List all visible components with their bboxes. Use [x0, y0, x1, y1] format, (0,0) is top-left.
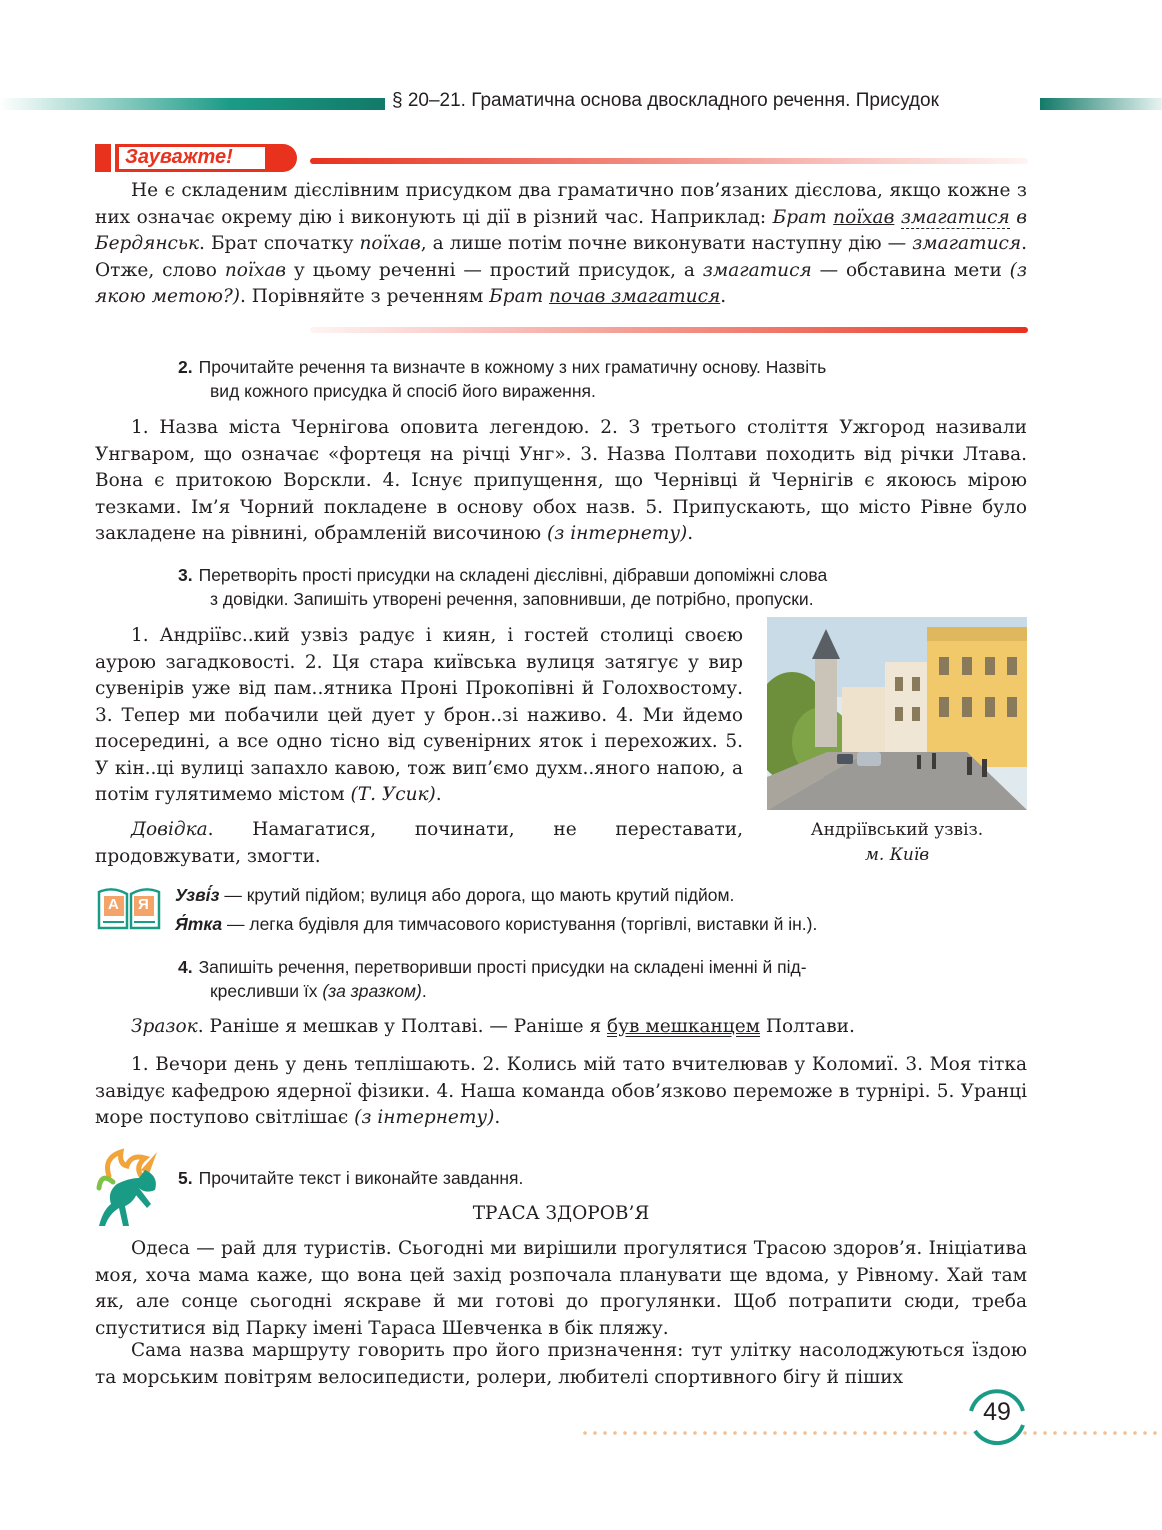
note-tag: [95, 142, 300, 174]
header-bar-left: [0, 98, 385, 110]
note-line-top: [310, 158, 1028, 164]
header-title: § 20–21. Граматична основа двоскладного речення. Присудок: [392, 90, 939, 111]
task-4-sample: Зразок. Раніше я мешкав у Полтаві. — Раніше я був мешканцем Полтави.: [131, 1016, 855, 1037]
text-paragraph-1: Одеса — рай для туристів. Сьогодні ми вирішили прогулятися Трасою здоров’я. Ініціатива моя, хоча мама каже, що вона цей захід розпочала планувати ще вдома, у Рівному. Хай там як, але сонце сьогодні яскраве й ми готові до прогулянки. Щоб потрапити сюди, треба спуститися від Парку імені Тараса Шевченка в бік пляжу.: [95, 1238, 1027, 1339]
photo-caption: Андріївський узвіз. м. Київ: [810, 820, 984, 865]
task-4-instruction: 4. Запишіть речення, перетворивши прості присудки на складені іменні й під- кресливши їх (за зразком).: [178, 957, 807, 1001]
task-3-reference: Довідка. Намагатися, починати, не переставати, продовжувати, змогти.: [95, 819, 743, 867]
footer-dots: [580, 1430, 1162, 1436]
text-paragraph-2: Сама назва маршруту говорить про його призначення: тут улітку насолоджуються їздою та морським повітрям велосипедисти, ролери, любителі спортивного бігу й піших: [95, 1340, 1027, 1388]
task-4-body: 1. Вечори день у день теплішають. 2. Колись мій тато вчителював у Коломиї. 3. Моя тітка завідує кафедрою ядерної фізики. 4. Наша команда обов’язково переможе в турнірі. 5. Уранці море поступово світлішає (з інтернету).: [95, 1054, 1027, 1128]
task-3-body: 1. Андріївс..кий узвіз радує і киян, і гостей столиці своєю аурою загадковості. 2. Ця стара київська вулиця затягує у вир сувенірів уже від пам..ятника Проні Прокопівні й Голохвостому. 3. Тепер ми побачили цей дует у брон..зі наживо. 4. Ми йдемо посередині, а все одно тісно від сувенірних яток і перехожих. 5. У кін..ці вулиці запахло кавою, тож вип’ємо духм..яного напою, а потім гулятимемо містом (Т. Усик).: [95, 625, 743, 805]
task-2-instruction: 2. Прочитайте речення та визначте в кожному з них граматичну основу. Назвіть вид кожного присудка й спосіб його вираження.: [178, 357, 827, 401]
note-line-bottom: [310, 327, 1028, 333]
task-2-body: 1. Назва міста Чернігова оповита легендою. 2. З третього століття Ужгород називали Унгваром, що означає «фортеця на річці Унг». 3. Назва Полтави походить від річки Лтава. Вона є притокою Ворскли. 4. Існує припущення, що Чернівці й Чернігів є якоюсь мірою тезками. Ім’я Чорний покладене в основу обох назв. 5. Припускають, що місто Рівне було закладене на рівнині, обрамленій височиною (з інтернету).: [95, 417, 1027, 544]
dictionary-entry-1: Узві́з — крутий підйом; вулиця або дорога, що мають крутий підйом.: [175, 885, 735, 905]
street-photo: [767, 617, 1027, 810]
task-5-instruction: 5. Прочитайте текст і виконайте завдання.: [178, 1168, 524, 1188]
task-3-instruction: 3. Перетворіть прості присудки на складені дієслівні, дібравши допоміжні слова з довідки. Запишіть утворені речення, заповнивши, де потрібно, пропуски.: [178, 565, 828, 609]
header-bar-right: [1040, 98, 1162, 110]
dictionary-letter-ya: Я: [138, 896, 149, 913]
note-text: Не є складеним дієслівним присудком два граматично пов’язаних дієслова, якщо кожне з них означає окрему дію і виконують ці дії в різний час. Наприклад: Брат поїхав змагатися в Бердянськ. Брат спочатку поїхав, а лише потім почне виконувати наступну дію — змагатися. Отже, слово поїхав у цьому реченні — простий присудок, а змагатися — обставина мети (з якою метою?). Порівняйте з реченням Брат почав змагатися.: [95, 180, 1027, 307]
dictionary-entry-2: Я́тка — легка будівля для тимчасового користування (торгівлі, виставки й ін.).: [175, 914, 818, 934]
dictionary-book-icon: [96, 884, 162, 930]
text-title: ТРАСА ЗДОРОВ’Я: [472, 1203, 650, 1224]
note-label: Зауважте!: [125, 146, 233, 168]
dictionary-letter-a: А: [108, 896, 119, 913]
page-number: 49: [983, 1398, 1011, 1426]
